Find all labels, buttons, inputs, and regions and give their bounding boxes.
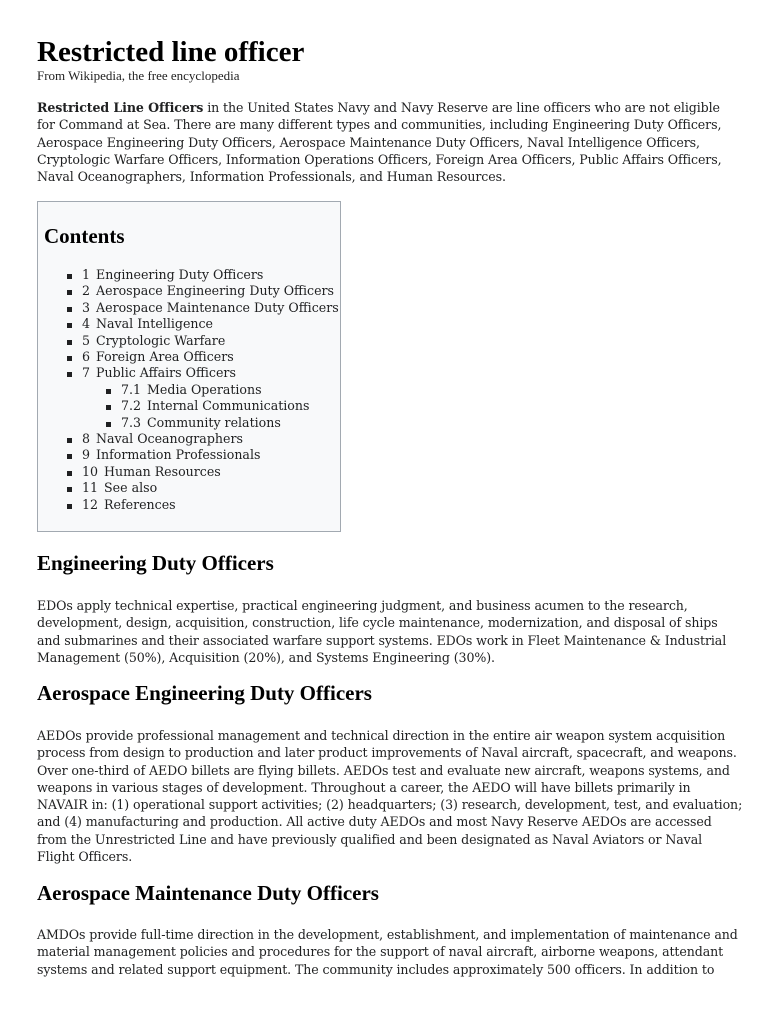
toc-item-label: Internal Communications — [147, 398, 310, 414]
toc-item-number: 11 — [82, 480, 99, 496]
toc-item-number: 2 — [82, 283, 91, 299]
page-title: Restricted line officer — [37, 36, 305, 68]
toc-title: Contents — [44, 224, 125, 248]
toc-subitem-internal-communications[interactable] — [82, 398, 338, 414]
toc-item-number: 9 — [82, 447, 91, 463]
toc-subitem-media-operations[interactable] — [82, 382, 338, 398]
toc-subitem-community-relations[interactable] — [82, 415, 338, 431]
toc-item-information-professionals[interactable] — [38, 447, 338, 463]
toc-item-number: 8 — [82, 431, 91, 447]
toc-item-label: Naval Oceanographers — [96, 431, 243, 447]
toc-item-aerospace-engineering-duty-officers[interactable] — [38, 283, 338, 299]
toc-item-number: 7.2 — [121, 398, 142, 414]
toc-item-number: 7 — [82, 365, 91, 381]
toc-item-number: 7.3 — [121, 414, 142, 430]
toc-item-naval-intelligence[interactable] — [38, 316, 338, 332]
toc-item-label: References — [104, 496, 176, 512]
toc-item-engineering-duty-officers[interactable] — [38, 267, 338, 283]
site-tagline: From Wikipedia, the free encyclopedia — [37, 68, 240, 83]
toc-item-see-also[interactable] — [38, 480, 338, 496]
toc-item-cryptologic-warfare[interactable] — [38, 333, 338, 349]
toc-item-label: Human Resources — [104, 463, 221, 479]
table-of-contents — [37, 201, 341, 532]
toc-item-label: Engineering Duty Officers — [96, 267, 264, 282]
toc-item-label: Aerospace Engineering Duty Officers — [96, 283, 335, 299]
toc-item-aerospace-maintenance-duty-officers[interactable] — [38, 300, 338, 316]
section-heading-aerospace-engineering-duty-officers: Aerospace Engineering Duty Officers — [37, 681, 372, 705]
toc-item-number: 5 — [82, 332, 91, 348]
toc-item-foreign-area-officers[interactable] — [38, 349, 338, 365]
toc-item-references[interactable] — [38, 497, 338, 513]
toc-item-number: 3 — [82, 299, 91, 315]
intro-text: in the United States Navy and Navy Reserve are line officers who are not eligible for Command at Sea. There are many different types and communities, including Engineering Duty Officers, Aerospace Engineering Duty Officers, Aerospace Maintenance Duty Officers, Naval Intelligence Officers, Cryptologic Warfare Officers, Information Operations Officers, Foreign Area Officers, Public Affairs Officers, Naval Oceanographers, Information Professionals, and Human Resources. — [37, 100, 722, 185]
toc-item-label: Community relations — [147, 414, 281, 430]
toc-item-label: Media Operations — [147, 381, 262, 397]
toc-item-label: Foreign Area Officers — [96, 349, 234, 365]
toc-item-number: 7.1 — [121, 381, 142, 397]
toc-item-label: See also — [104, 480, 158, 496]
section-heading-aerospace-maintenance-duty-officers: Aerospace Maintenance Duty Officers — [37, 881, 379, 905]
toc-item-public-affairs-officers[interactable] — [38, 365, 338, 431]
section-text-aerospace-maintenance-duty-officers: AMDOs provide full-time direction in the development, establishment, and implementation of maintenance and material management policies and procedures for the support of naval aircraft, airborne weapons, attendant systems and related support equipment. The community includes approximately 500 officers. In addition to — [37, 927, 738, 977]
toc-item-number: 4 — [82, 316, 91, 332]
toc-item-label: Naval Intelligence — [96, 316, 214, 332]
toc-item-label: Aerospace Maintenance Duty Officers — [96, 299, 339, 315]
toc-item-number: 10 — [82, 463, 99, 479]
toc-item-label: Cryptologic Warfare — [96, 332, 226, 348]
section-heading-engineering-duty-officers: Engineering Duty Officers — [37, 551, 274, 575]
toc-item-label: Public Affairs Officers — [96, 365, 236, 381]
toc-item-label: Information Professionals — [96, 447, 261, 463]
section-text-engineering-duty-officers: EDOs apply technical expertise, practical engineering judgment, and business acumen to the research, development, design, acquisition, construction, life cycle maintenance, modernization, and disposal of ships and submarines and their associated warfare support systems. EDOs work in Fleet Maintenance & Industrial Management (50%), Acquisition (20%), and Systems Engineering (30%). — [37, 598, 727, 665]
section-text-aerospace-engineering-duty-officers: AEDOs provide professional management and technical direction in the entire air weapon system acquisition process from design to production and later product improvements of Naval aircraft, spacecraft, and weapons. Over one-third of AEDO billets are flying billets. AEDOs test and evaluate new aircraft, weapons systems, and weapons in various stages of development. Throughout a career, the AEDO will have billets primarily in NAVAIR in: (1) operational support activities; (2) headquarters; (3) research, development, test, and evaluation; and (4) manufacturing and production. All active duty AEDOs and most Navy Reserve AEDOs are accessed from the Unrestricted Line and have previously qualified and been designated as Naval Aviators or Naval Flight Officers. — [37, 728, 743, 865]
toc-item-naval-oceanographers[interactable] — [38, 431, 338, 447]
intro-paragraph — [37, 99, 737, 185]
intro-bold-term: Restricted Line Officers — [37, 100, 204, 115]
toc-sublist — [82, 382, 338, 431]
toc-item-number: 12 — [82, 496, 99, 512]
toc-item-number: 1 — [82, 267, 91, 282]
toc-item-human-resources[interactable] — [38, 464, 338, 480]
toc-item-number: 6 — [82, 349, 91, 365]
toc-list — [38, 267, 338, 513]
